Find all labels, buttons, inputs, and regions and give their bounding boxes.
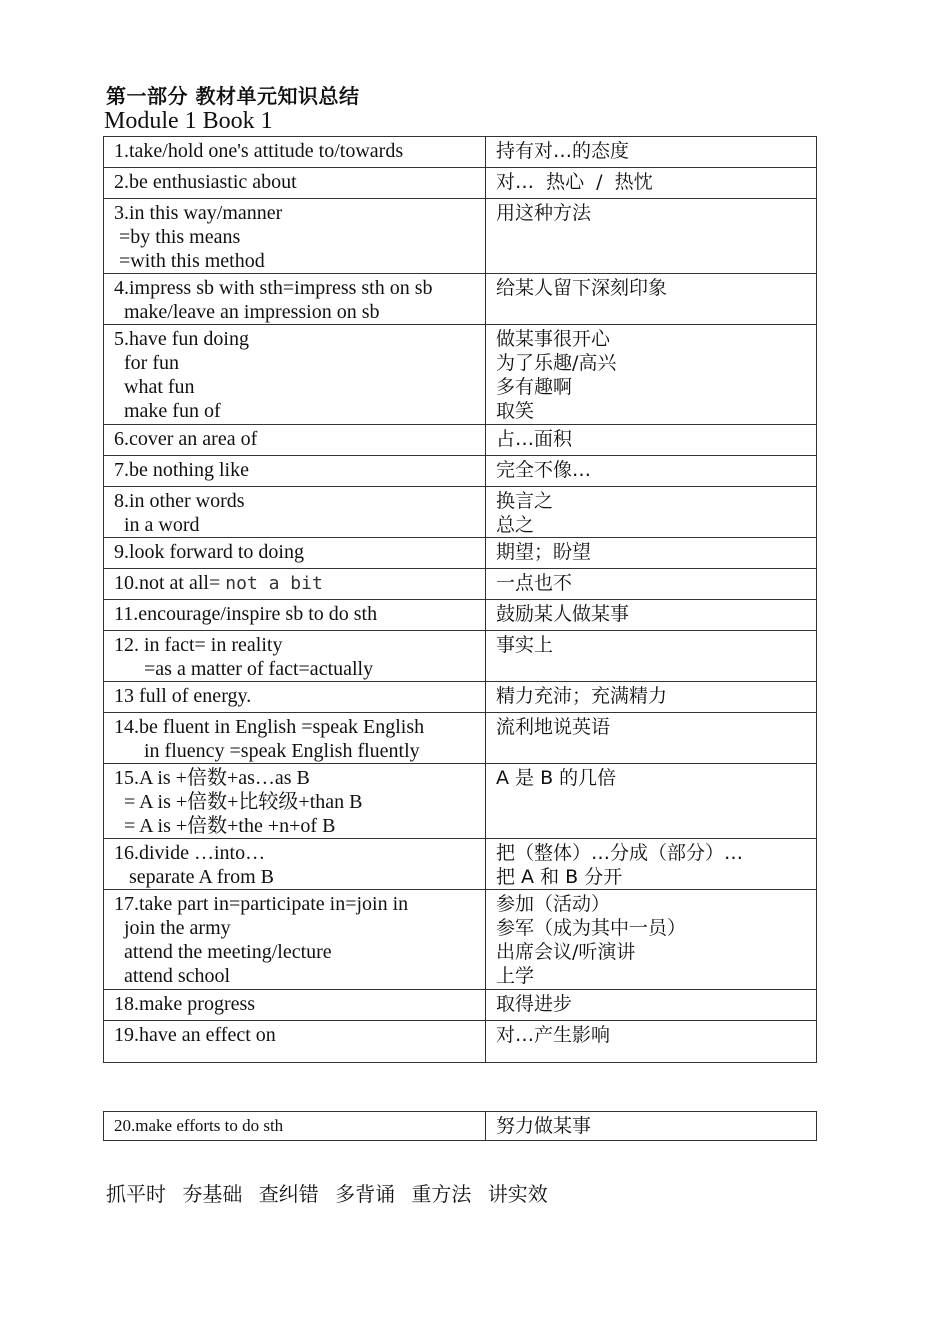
motto-footer: 抓平时 夯基础 查纠错 多背诵 重方法 讲实效: [106, 1182, 548, 1206]
chinese-meaning-line: 换言之: [496, 490, 554, 512]
chinese-meaning-cell: [486, 890, 817, 990]
english-phrase-cell: [104, 713, 486, 764]
vocabulary-table: [103, 136, 817, 1063]
chinese-meaning-line: 把 A 和 B 分开: [496, 866, 623, 888]
english-phrase-cell: [104, 168, 486, 199]
chinese-meaning-cell: [486, 569, 817, 600]
table-row: [104, 274, 817, 325]
english-phrase-line: 6.cover an area of: [114, 428, 258, 450]
module-title: Module 1 Book 1: [104, 108, 273, 134]
chinese-meaning-line: 事实上: [496, 634, 554, 656]
english-phrase-line: 13 full of energy.: [114, 685, 252, 707]
english-phrase-cell: [104, 456, 486, 487]
chinese-meaning-cell: [486, 600, 817, 631]
chinese-meaning-line: 精力充沛；充满精力: [496, 685, 668, 707]
chinese-meaning-line: 把（整体）…分成（部分）…: [496, 842, 744, 864]
chinese-meaning-line: 做某事很开心: [496, 328, 611, 350]
english-phrase-line: in fluency =speak English fluently: [114, 740, 420, 762]
chinese-meaning-cell: [486, 456, 817, 487]
chinese-meaning-line: 期望；盼望: [496, 541, 592, 563]
english-phrase-cell: [104, 569, 486, 600]
table-row: [104, 600, 817, 631]
chinese-meaning-line: 完全不像…: [496, 459, 592, 481]
english-phrase-line: 16.divide …into…: [114, 842, 266, 864]
english-phrase-cell: [104, 682, 486, 713]
english-phrase-line: 17.take part in=participate in=join in: [114, 893, 409, 915]
table-row: [104, 890, 817, 990]
english-phrase-line: 15.A is +倍数+as…as B: [114, 767, 310, 789]
english-phrase-line: = A is +倍数+the +n+of B: [114, 815, 336, 837]
english-phrase-cell: [104, 325, 486, 425]
english-phrase-line: =as a matter of fact=actually: [114, 658, 374, 680]
table-row: [104, 990, 817, 1021]
english-phrase-line: = A is +倍数+比较级+than B: [114, 791, 363, 813]
table-row: [104, 631, 817, 682]
chinese-meaning-cell: [486, 839, 817, 890]
english-phrase-cell: [104, 1021, 486, 1063]
english-phrase-line: 14.be fluent in English =speak English: [114, 716, 425, 738]
english-phrase-cell: [104, 487, 486, 538]
english-phrase-line: =with this method: [114, 250, 265, 272]
chinese-meaning-line: 用这种方法: [496, 202, 592, 224]
chinese-meaning-line: 出席会议/听演讲: [496, 941, 636, 963]
english-phrase-line: 3.in this way/manner: [114, 202, 283, 224]
english-phrase-line: 12. in fact= in reality: [114, 634, 283, 656]
chinese-meaning-line: 上学: [496, 965, 535, 987]
english-phrase-line: attend school: [114, 965, 231, 987]
english-phrase-line: =by this means: [114, 226, 241, 248]
table-row: [104, 168, 817, 199]
english-phrase-line: 1.take/hold one's attitude to/towards: [114, 140, 404, 162]
table-row: [104, 425, 817, 456]
english-phrase-line: for fun: [114, 352, 179, 374]
chinese-meaning-line: 努力做某事: [496, 1115, 592, 1137]
chinese-meaning-line: 总之: [496, 514, 535, 536]
chinese-meaning-line: 取得进步: [496, 993, 573, 1015]
chinese-meaning-line: 对… 热心 / 热忱: [496, 171, 653, 193]
english-phrase-line: join the army: [114, 917, 231, 939]
english-phrase-cell: [104, 990, 486, 1021]
english-phrase-line: make/leave an impression on sb: [114, 301, 380, 323]
chinese-meaning-line: 参军（成为其中一员）: [496, 917, 687, 939]
table-row: [104, 487, 817, 538]
table-row: [104, 839, 817, 890]
table-row: [104, 1021, 817, 1063]
chinese-meaning-cell: [486, 713, 817, 764]
vocabulary-table-continued: [103, 1111, 817, 1141]
chinese-meaning-cell: [486, 425, 817, 456]
table-row: [104, 137, 817, 168]
chinese-meaning-cell: [486, 274, 817, 325]
english-phrase-line: attend the meeting/lecture: [114, 941, 332, 963]
chinese-meaning-line: 占…面积: [496, 428, 573, 450]
english-phrase-cell: [104, 764, 486, 839]
chinese-meaning-line: 一点也不: [496, 572, 573, 594]
chinese-meaning-cell: [486, 682, 817, 713]
english-phrase-line: what fun: [114, 376, 195, 398]
chinese-meaning-cell: [486, 168, 817, 199]
chinese-meaning-line: 给某人留下深刻印象: [496, 277, 668, 299]
table-row: [104, 456, 817, 487]
chinese-meaning-line: 对…产生影响: [496, 1024, 611, 1046]
page-heading: 第一部分 教材单元知识总结: [106, 84, 360, 108]
english-phrase-cell: [104, 137, 486, 168]
chinese-meaning-cell: [486, 990, 817, 1021]
chinese-meaning-line: 参加（活动）: [496, 893, 611, 915]
chinese-meaning-cell: [486, 325, 817, 425]
table-row: [104, 682, 817, 713]
english-phrase-cell: [104, 1112, 486, 1141]
english-phrase-cell: [104, 199, 486, 274]
english-phrase-line: make fun of: [114, 400, 221, 422]
english-phrase-line: 4.impress sb with sth=impress sth on sb: [114, 277, 433, 299]
table-row: [104, 1112, 817, 1141]
chinese-meaning-line: A 是 B 的几倍: [496, 767, 617, 789]
english-phrase-cell: [104, 538, 486, 569]
table-row: [104, 538, 817, 569]
english-phrase-cell: [104, 600, 486, 631]
chinese-meaning-cell: [486, 199, 817, 274]
table-row: [104, 199, 817, 274]
english-phrase-line: 9.look forward to doing: [114, 541, 304, 563]
english-phrase-line: separate A from B: [114, 866, 274, 888]
english-phrase-line: 8.in other words: [114, 490, 245, 512]
chinese-meaning-line: 多有趣啊: [496, 376, 573, 398]
english-phrase-cell: [104, 890, 486, 990]
chinese-meaning-cell: [486, 538, 817, 569]
english-phrase-line: 18.make progress: [114, 993, 256, 1015]
english-phrase-line: 11.encourage/inspire sb to do sth: [114, 603, 378, 625]
english-phrase-line: in a word: [114, 514, 200, 536]
english-phrase-alt: not a bit: [225, 573, 323, 594]
english-phrase-cell: [104, 425, 486, 456]
table-row: [104, 325, 817, 425]
english-phrase-cell: [104, 631, 486, 682]
english-phrase-line: 20.make efforts to do sth: [114, 1116, 284, 1135]
chinese-meaning-cell: [486, 487, 817, 538]
english-phrase-line: 2.be enthusiastic about: [114, 171, 297, 193]
english-phrase-line: 7.be nothing like: [114, 459, 249, 481]
english-phrase-line: 19.have an effect on: [114, 1024, 276, 1046]
english-phrase-line: 5.have fun doing: [114, 328, 249, 350]
chinese-meaning-line: 为了乐趣/高兴: [496, 352, 617, 374]
chinese-meaning-line: 鼓励某人做某事: [496, 603, 630, 625]
chinese-meaning-cell: [486, 1021, 817, 1063]
chinese-meaning-cell: [486, 137, 817, 168]
chinese-meaning-cell: [486, 631, 817, 682]
chinese-meaning-cell: [486, 764, 817, 839]
chinese-meaning-line: 取笑: [496, 400, 535, 422]
chinese-meaning-cell: [486, 1112, 817, 1141]
english-phrase-cell: [104, 274, 486, 325]
chinese-meaning-line: 持有对…的态度: [496, 140, 630, 162]
table-row: [104, 713, 817, 764]
table-row: [104, 764, 817, 839]
english-phrase-line: 10.not at all=: [114, 572, 226, 594]
chinese-meaning-line: 流利地说英语: [496, 716, 611, 738]
table-row: [104, 569, 817, 600]
english-phrase-cell: [104, 839, 486, 890]
